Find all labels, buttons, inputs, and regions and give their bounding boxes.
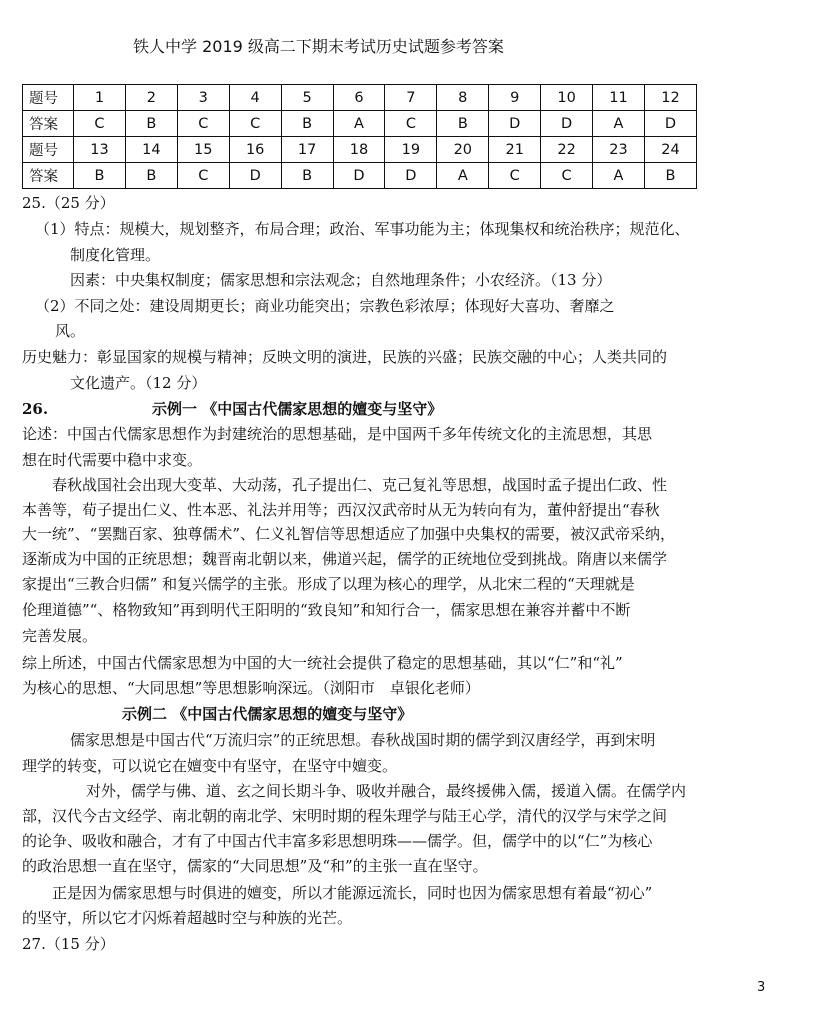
row-header: 题号 xyxy=(23,137,74,163)
row-header: 答案 xyxy=(23,163,74,189)
text-line: 风。 xyxy=(55,322,86,340)
table-cell: B xyxy=(437,111,489,137)
table-cell: 18 xyxy=(333,137,385,163)
text-line: 理学的转变，可以说它在嬗变中有坚守，在坚守中嬗变。 xyxy=(22,757,398,775)
text-line: 26. xyxy=(22,400,49,418)
table-cell: 23 xyxy=(593,137,645,163)
table-cell: 10 xyxy=(541,85,593,111)
text-line: 27.（15 分） xyxy=(22,935,115,953)
text-line: （1）特点：规模大，规划整齐，布局合理；政治、军事功能为主；体现集权和统治秩序；规范化、 xyxy=(35,220,690,238)
text-line: 家提出“三教合归儒” 和复兴儒学的主张。形成了以理为核心的理学，从北宋二程的“天理就是 xyxy=(22,575,635,593)
table-cell: 16 xyxy=(229,137,281,163)
text-line: 综上所述，中国古代儒家思想为中国的大一统社会提供了稳定的思想基础，其以“仁”和“礼” xyxy=(22,654,623,672)
table-cell: D xyxy=(385,163,437,189)
table-row xyxy=(23,163,697,189)
table-cell: B xyxy=(644,163,696,189)
table-cell: 24 xyxy=(644,137,696,163)
table-cell: D xyxy=(489,111,541,137)
table-cell: C xyxy=(74,111,126,137)
table-cell: 14 xyxy=(125,137,177,163)
table-cell: D xyxy=(541,111,593,137)
text-line: 春秋战国社会出现大变革、大动荡，孔子提出仁、克己复礼等思想，战国时孟子提出仁政、性 xyxy=(52,476,668,494)
table-cell: B xyxy=(281,163,333,189)
table-cell: 2 xyxy=(125,85,177,111)
page-number: 3 xyxy=(757,980,766,995)
text-line: 的论争、吸收和融合，才有了中国古代丰富多彩思想明珠——儒学。但，儒学中的以“仁”为核心 xyxy=(22,832,653,850)
text-line: 示例二 《中国古代儒家思想的嬗变与坚守》 xyxy=(122,705,413,723)
table-cell: 19 xyxy=(385,137,437,163)
table-row xyxy=(23,137,697,163)
row-header: 题号 xyxy=(23,85,74,111)
table-cell: 4 xyxy=(229,85,281,111)
text-line: 逐渐成为中国的正统思想；魏晋南北朝以来，佛道兴起，儒学的正统地位受到挑战。隋唐以来儒学 xyxy=(22,550,668,568)
table-cell: D xyxy=(229,163,281,189)
table-cell: 1 xyxy=(74,85,126,111)
table-cell: 9 xyxy=(489,85,541,111)
text-line: 文化遗产。（12 分） xyxy=(70,374,207,392)
table-cell: 20 xyxy=(437,137,489,163)
table-cell: 3 xyxy=(177,85,229,111)
table-cell: 13 xyxy=(74,137,126,163)
table-cell: B xyxy=(125,111,177,137)
text-line: 的坚守，所以它才闪烁着超越时空与种族的光芒。 xyxy=(22,909,353,927)
text-line: 儒家思想是中国古代“万流归宗”的正统思想。春秋战国时期的儒学到汉唐经学，再到宋明 xyxy=(70,731,656,749)
text-line: 部，汉代今古文经学、南北朝的南北学、宋明时期的程朱理学与陆王心学，清代的汉学与宋学之间 xyxy=(22,807,668,825)
table-row xyxy=(23,111,697,137)
text-line: 对外，儒学与佛、道、玄之间长期斗争、吸收并融合，最终援佛入儒，援道入儒。在儒学内 xyxy=(86,782,687,800)
text-line: 想在时代需要中稳中求变。 xyxy=(22,451,203,469)
table-cell: C xyxy=(177,163,229,189)
text-line: 制度化管理。 xyxy=(70,246,161,264)
row-header: 答案 xyxy=(23,111,74,137)
table-cell: 12 xyxy=(644,85,696,111)
table-cell: D xyxy=(333,163,385,189)
text-line: 因素：中央集权制度；儒家思想和宗法观念；自然地理条件；小农经济。（13 分） xyxy=(70,271,612,289)
table-cell: 7 xyxy=(385,85,437,111)
table-cell: 5 xyxy=(281,85,333,111)
table-cell: B xyxy=(281,111,333,137)
text-line: （2）不同之处：建设周期更长；商业功能突出；宗教色彩浓厚；体现好大喜功、奢靡之 xyxy=(35,297,615,315)
table-cell: A xyxy=(437,163,489,189)
table-cell: 17 xyxy=(281,137,333,163)
text-line: 大一统”、“罢黜百家、独尊儒术”、仁义礼智信等思想适应了加强中央集权的需要，被汉武帝采纳， xyxy=(22,525,676,543)
table-cell: B xyxy=(125,163,177,189)
table-cell: 15 xyxy=(177,137,229,163)
text-line: 伦理道德”“、格物致知”再到明代王阳明的“致良知”和知行合一，儒家思想在兼容并蓄中不断 xyxy=(22,601,631,619)
table-cell: D xyxy=(644,111,696,137)
text-line: 完善发展。 xyxy=(22,627,98,645)
text-line: 论述：中国古代儒家思想作为封建统治的思想基础，是中国两千多年传统文化的主流思想，其思 xyxy=(22,425,653,443)
answer-table xyxy=(22,84,697,189)
table-cell: A xyxy=(333,111,385,137)
text-line: 25.（25 分） xyxy=(22,194,115,212)
table-cell: C xyxy=(541,163,593,189)
document-title: 铁人中学 2019 级高二下期末考试历史试题参考答案 xyxy=(133,37,504,56)
table-cell: C xyxy=(385,111,437,137)
text-line: 的政治思想一直在坚守，儒家的“大同思想”及“和”的主张一直在坚守。 xyxy=(22,857,488,875)
table-cell: 22 xyxy=(541,137,593,163)
table-cell: C xyxy=(229,111,281,137)
table-cell: A xyxy=(593,163,645,189)
table-cell: 8 xyxy=(437,85,489,111)
table-cell: 6 xyxy=(333,85,385,111)
table-row xyxy=(23,85,697,111)
table-cell: 21 xyxy=(489,137,541,163)
table-cell: 11 xyxy=(593,85,645,111)
table-cell: A xyxy=(593,111,645,137)
text-line: 正是因为儒家思想与时俱进的嬗变，所以才能源远流长，同时也因为儒家思想有着最“初心” xyxy=(52,884,653,902)
text-line: 示例一 《中国古代儒家思想的嬗变与坚守》 xyxy=(152,400,443,418)
text-line: 为核心的思想、“大同思想”等思想影响深远。（浏阳市 卓银化老师） xyxy=(22,679,480,697)
table-cell: C xyxy=(177,111,229,137)
text-line: 历史魅力：彰显国家的规模与精神；反映文明的演进，民族的兴盛；民族交融的中心；人类共同的 xyxy=(22,348,668,366)
table-cell: B xyxy=(74,163,126,189)
table-cell: C xyxy=(489,163,541,189)
text-line: 本善等，荀子提出仁义、性本恶、礼法并用等；西汉汉武帝时从无为转向有为，董仲舒提出“春秋 xyxy=(22,501,660,519)
